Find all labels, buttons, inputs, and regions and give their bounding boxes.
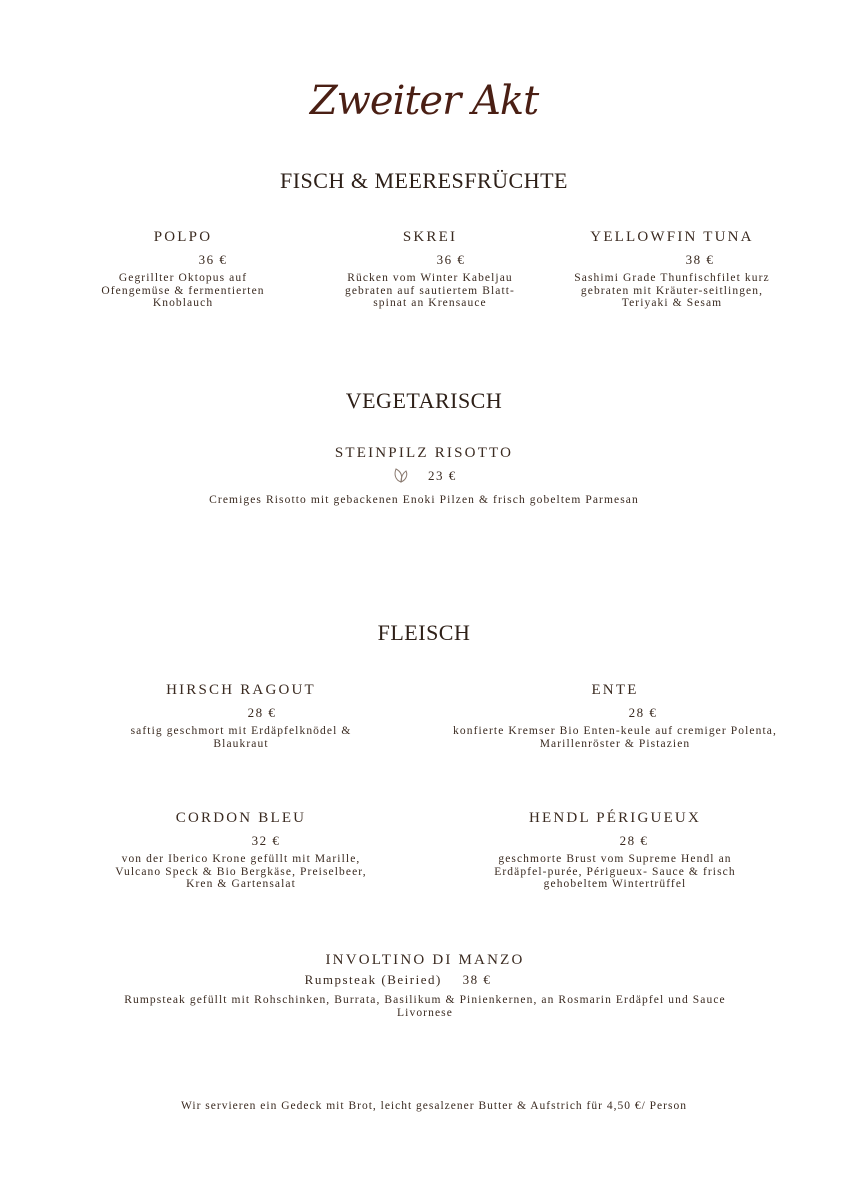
menu-item-steinpilz-risotto xyxy=(0,445,848,507)
dish-description: saftig geschmort mit Erdäpfelknödel & Blaukraut xyxy=(130,725,352,750)
dish-price-row xyxy=(100,972,750,988)
dish-description: geschmorte Brust vom Supreme Hendl an Erdäpfel-purée, Périgueux- Sauce & frisch gehobeltem Wintertrüffel xyxy=(494,853,736,890)
dish-subtitle: Rumpsteak (Beiried) xyxy=(304,972,442,987)
menu-item-cordon-bleu xyxy=(96,810,386,891)
dish-description: Cremiges Risotto mit gebackenen Enoki Pilzen & frisch gobeltem Parmesan xyxy=(209,494,639,506)
dish-price: 32 € xyxy=(251,833,281,848)
menu-item-involtino-di-manzo xyxy=(100,952,750,1019)
menu-item-yellowfin-tuna xyxy=(572,229,772,310)
dish-name: YELLOWFIN TUNA xyxy=(590,229,754,245)
menu-item-ente xyxy=(452,682,778,750)
dish-price: 38 € xyxy=(462,972,492,987)
dish-price: 36 € xyxy=(436,252,466,267)
footer-note: Wir servieren ein Gedeck mit Brot, leicht gesalzener Butter & Aufstrich für 4,50 €/ Person xyxy=(181,1100,687,1112)
dish-price: 38 € xyxy=(685,252,715,267)
dish-price-row xyxy=(0,466,848,488)
dish-price: 23 € xyxy=(428,467,457,483)
dish-name: ENTE xyxy=(591,682,639,698)
dish-description: von der Iberico Krone gefüllt mit Marille, Vulcano Speck & Bio Bergkäse, Preiselbeer, Kren & Gartensalat xyxy=(115,853,367,890)
dish-name: HENDL PÉRIGUEUX xyxy=(528,810,701,826)
menu-item-polpo xyxy=(88,229,278,310)
dish-price: 28 € xyxy=(628,705,658,720)
section-heading-fisch: FISCH & MEERESFRÜCHTE xyxy=(280,168,568,193)
dish-name: INVOLTINO DI MANZO xyxy=(325,952,525,968)
dish-name: HIRSCH RAGOUT xyxy=(166,682,316,698)
dish-name: POLPO xyxy=(153,229,213,245)
page-title: Zweiter Akt xyxy=(309,78,539,124)
dish-description: Sashimi Grade Thunfischfilet kurz gebraten mit Kräuter-seitlingen, Teriyaki & Sesam xyxy=(574,272,770,309)
menu-item-hirsch-ragout xyxy=(106,682,376,750)
dish-price: 28 € xyxy=(247,705,277,720)
dish-description: Gegrillter Oktopus auf Ofengemüse & fermentierten Knoblauch xyxy=(101,272,265,309)
dish-name: STEINPILZ RISOTTO xyxy=(334,445,514,461)
dish-name: SKREI xyxy=(402,229,458,245)
dish-price: 28 € xyxy=(619,833,649,848)
dish-description: konfierte Kremser Bio Enten-keule auf cremiger Polenta, Marillenröster & Pistazien xyxy=(453,725,777,750)
menu-item-skrei xyxy=(330,229,530,310)
section-heading-vegetarisch: VEGETARISCH xyxy=(345,388,503,413)
dish-price: 36 € xyxy=(198,252,228,267)
dish-description: Rücken vom Winter Kabeljau gebraten auf sautiertem Blatt-spinat an Krensauce xyxy=(345,272,515,309)
dish-name: CORDON BLEU xyxy=(175,810,307,826)
leaf-icon xyxy=(391,466,411,488)
menu-item-hendl-perigueux xyxy=(470,810,760,891)
dish-description: Rumpsteak gefüllt mit Rohschinken, Burrata, Basilikum & Pinienkernen, an Rosmarin Erdäpfel und Sauce Livornese xyxy=(124,994,726,1019)
section-heading-fleisch: FLEISCH xyxy=(377,620,471,645)
